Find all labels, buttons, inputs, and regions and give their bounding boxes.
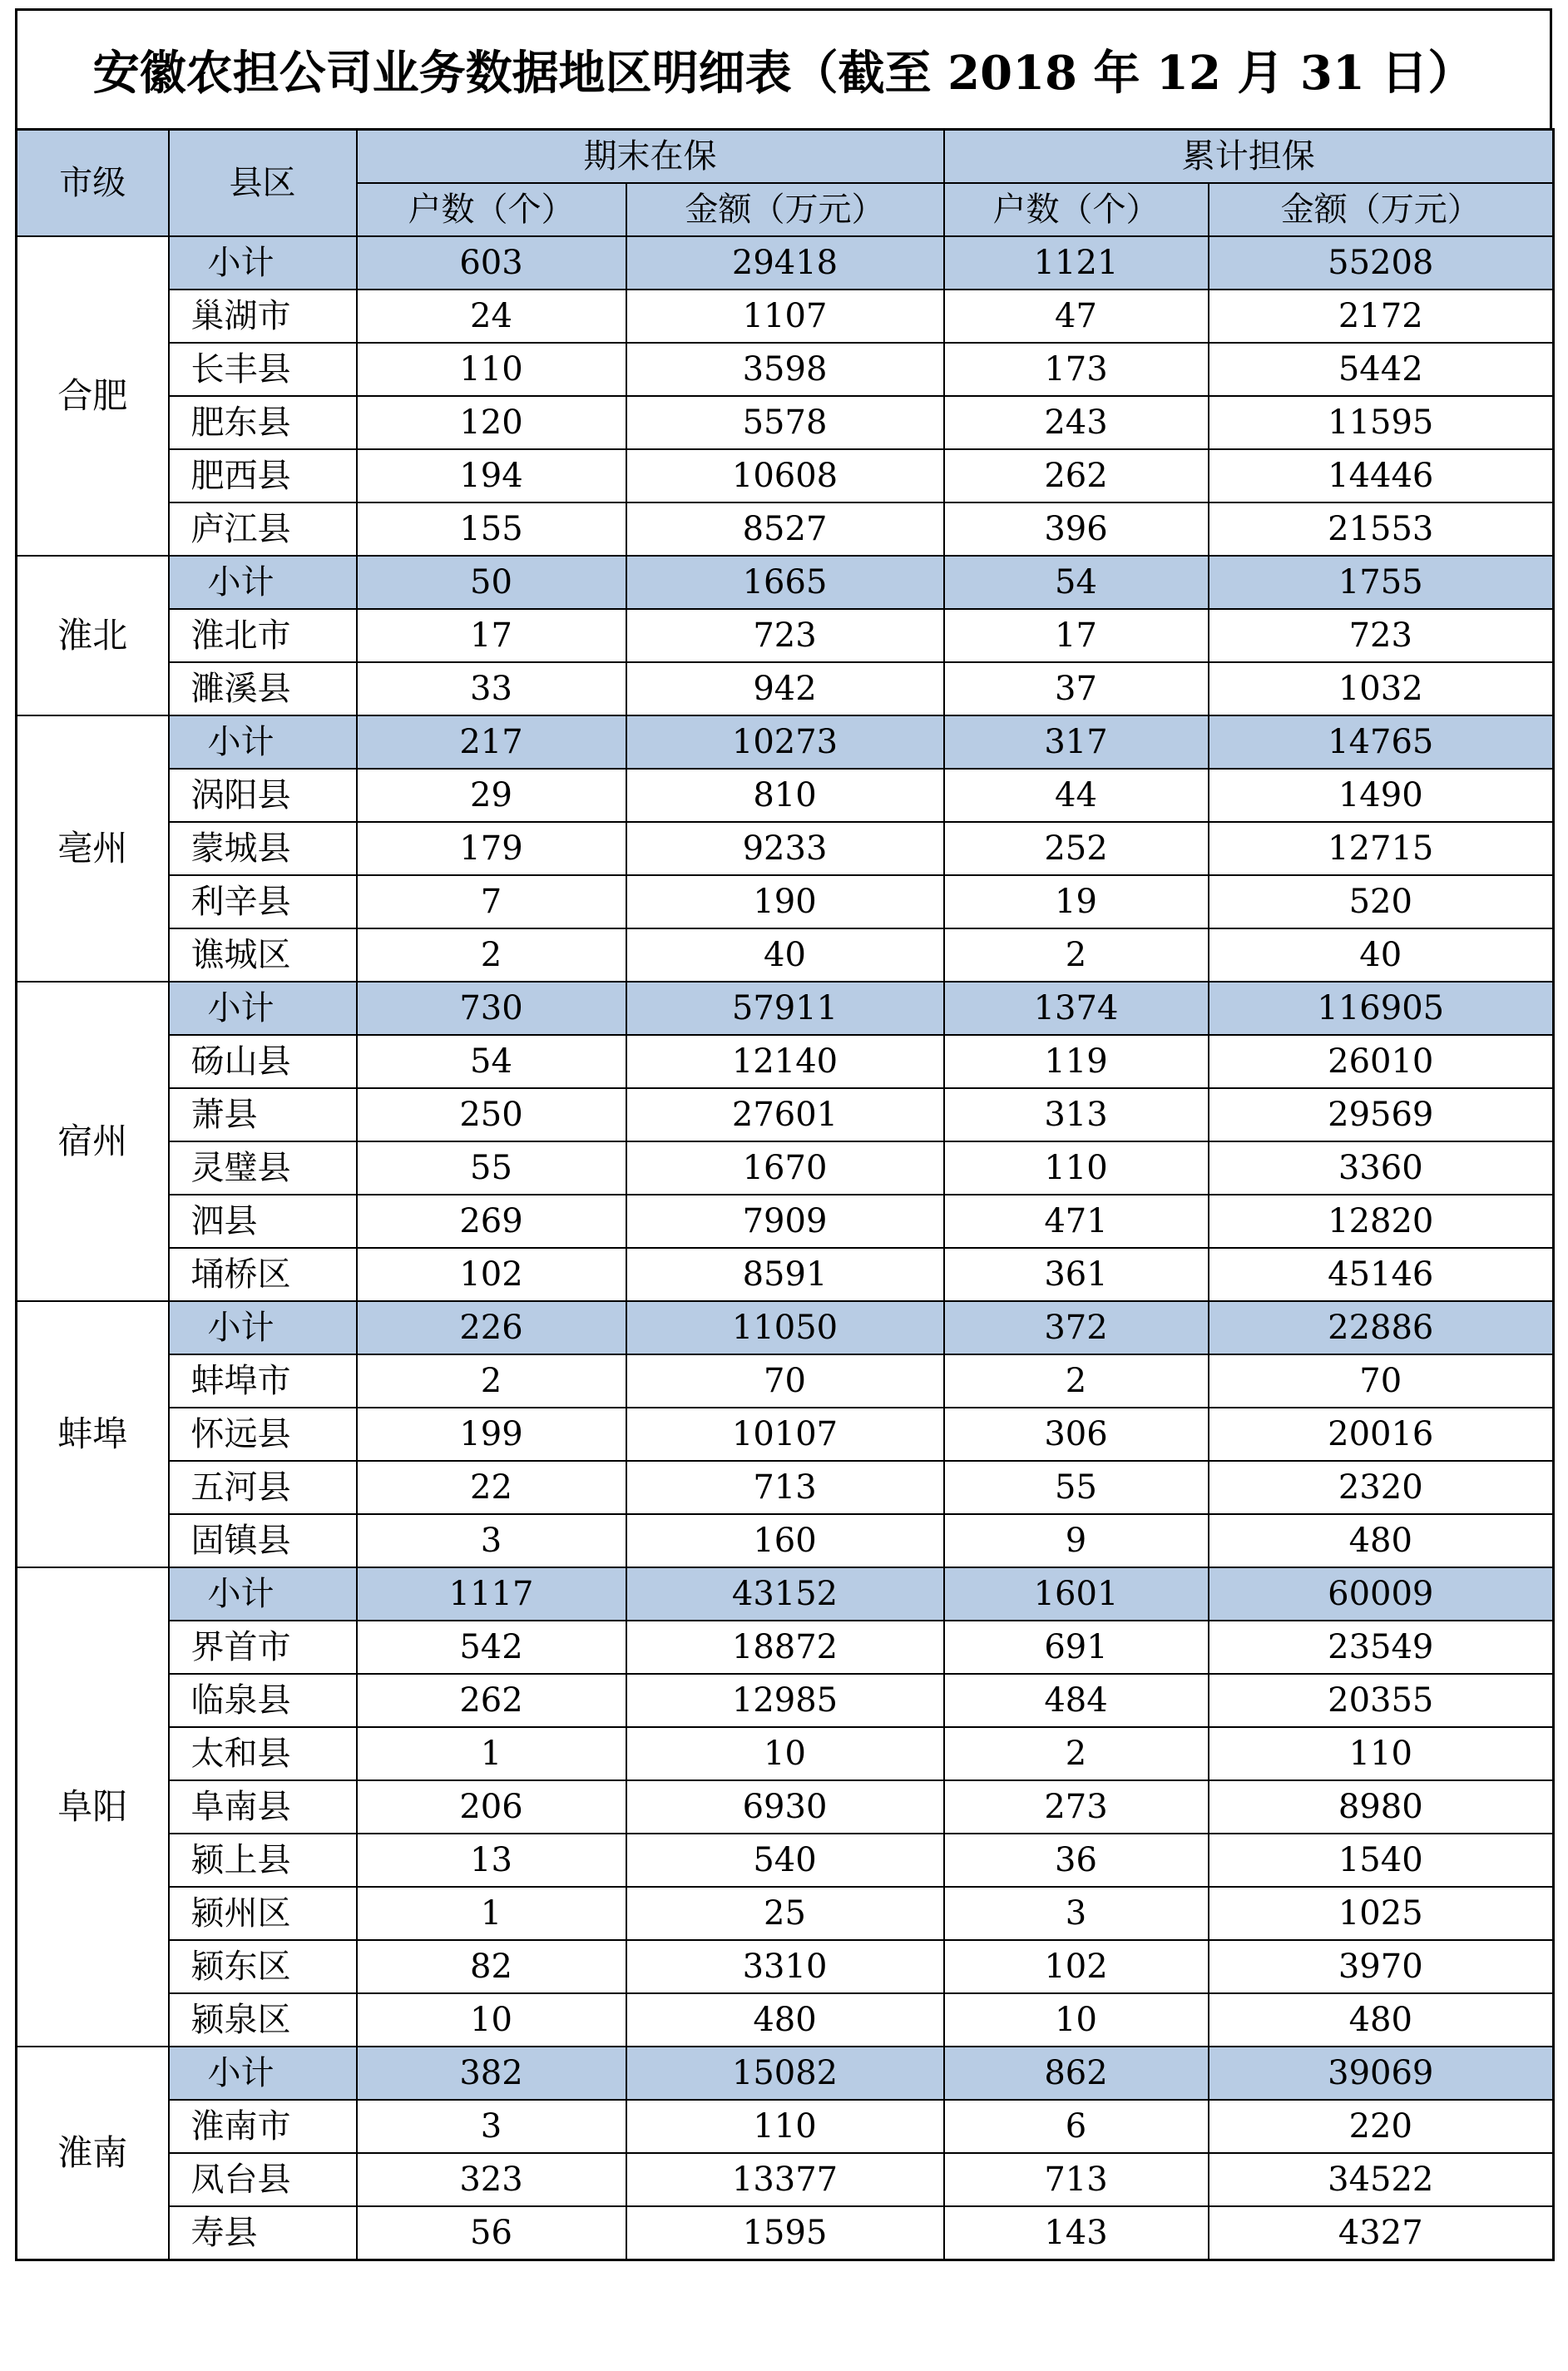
table-row xyxy=(17,1780,1554,1834)
table-row xyxy=(17,928,1554,982)
total-amount-cell: 2320 xyxy=(1209,1461,1554,1514)
active-households-cell: 29 xyxy=(357,769,626,822)
table-row xyxy=(17,1887,1554,1940)
total-households-cell: 1601 xyxy=(944,1567,1209,1621)
total-households-cell: 2 xyxy=(944,928,1209,982)
total-households-cell: 361 xyxy=(944,1248,1209,1301)
active-amount-cell: 723 xyxy=(626,609,944,662)
table-row xyxy=(17,1940,1554,1993)
total-households-cell: 691 xyxy=(944,1621,1209,1674)
total-amount-cell: 3360 xyxy=(1209,1141,1554,1195)
total-amount-cell: 12715 xyxy=(1209,822,1554,875)
county-cell: 淮南市 xyxy=(169,2100,357,2153)
active-households-cell: 3 xyxy=(357,2100,626,2153)
subtotal-row xyxy=(17,2047,1554,2100)
total-amount-cell: 29569 xyxy=(1209,1088,1554,1141)
total-households-cell: 2 xyxy=(944,1727,1209,1780)
active-amount-cell: 3310 xyxy=(626,1940,944,1993)
county-cell: 灵璧县 xyxy=(169,1141,357,1195)
total-amount-cell: 1755 xyxy=(1209,556,1554,609)
total-amount-cell: 26010 xyxy=(1209,1035,1554,1088)
active-households-cell: 206 xyxy=(357,1780,626,1834)
city-cell: 合肥 xyxy=(17,236,169,556)
active-households-cell: 54 xyxy=(357,1035,626,1088)
active-households-cell: 110 xyxy=(357,343,626,396)
total-amount-cell: 116905 xyxy=(1209,982,1554,1035)
total-households-cell: 471 xyxy=(944,1195,1209,1248)
table-row xyxy=(17,290,1554,343)
county-cell: 小计 xyxy=(169,2047,357,2100)
table-row xyxy=(17,1354,1554,1408)
county-cell: 濉溪县 xyxy=(169,662,357,715)
active-amount-cell: 70 xyxy=(626,1354,944,1408)
header-active-amount: 金额（万元） xyxy=(626,183,944,236)
city-cell: 亳州 xyxy=(17,715,169,982)
total-amount-cell: 4327 xyxy=(1209,2206,1554,2260)
active-amount-cell: 713 xyxy=(626,1461,944,1514)
table-row xyxy=(17,1035,1554,1088)
subtotal-row xyxy=(17,556,1554,609)
total-households-cell: 262 xyxy=(944,449,1209,502)
county-cell: 肥西县 xyxy=(169,449,357,502)
city-cell: 宿州 xyxy=(17,982,169,1301)
county-cell: 阜南县 xyxy=(169,1780,357,1834)
total-households-cell: 3 xyxy=(944,1887,1209,1940)
county-cell: 颍上县 xyxy=(169,1834,357,1887)
county-cell: 长丰县 xyxy=(169,343,357,396)
table-row xyxy=(17,1621,1554,1674)
active-households-cell: 102 xyxy=(357,1248,626,1301)
total-households-cell: 36 xyxy=(944,1834,1209,1887)
total-amount-cell: 22886 xyxy=(1209,1301,1554,1354)
active-households-cell: 199 xyxy=(357,1408,626,1461)
active-households-cell: 542 xyxy=(357,1621,626,1674)
total-amount-cell: 520 xyxy=(1209,875,1554,928)
table-row xyxy=(17,1514,1554,1567)
total-amount-cell: 40 xyxy=(1209,928,1554,982)
total-amount-cell: 39069 xyxy=(1209,2047,1554,2100)
total-amount-cell: 34522 xyxy=(1209,2153,1554,2206)
total-households-cell: 713 xyxy=(944,2153,1209,2206)
active-households-cell: 250 xyxy=(357,1088,626,1141)
total-amount-cell: 480 xyxy=(1209,1514,1554,1567)
county-cell: 小计 xyxy=(169,236,357,290)
active-households-cell: 603 xyxy=(357,236,626,290)
active-households-cell: 1 xyxy=(357,1887,626,1940)
active-amount-cell: 110 xyxy=(626,2100,944,2153)
header-group-active: 期末在保 xyxy=(357,130,944,184)
active-amount-cell: 5578 xyxy=(626,396,944,449)
total-amount-cell: 723 xyxy=(1209,609,1554,662)
active-amount-cell: 480 xyxy=(626,1993,944,2047)
county-cell: 凤台县 xyxy=(169,2153,357,2206)
total-households-cell: 143 xyxy=(944,2206,1209,2260)
total-amount-cell: 70 xyxy=(1209,1354,1554,1408)
total-amount-cell: 5442 xyxy=(1209,343,1554,396)
active-amount-cell: 8591 xyxy=(626,1248,944,1301)
county-cell: 利辛县 xyxy=(169,875,357,928)
active-households-cell: 7 xyxy=(357,875,626,928)
county-cell: 泗县 xyxy=(169,1195,357,1248)
report-title: 安徽农担公司业务数据地区明细表（截至 2018 年 12 月 31 日） xyxy=(15,8,1552,128)
county-cell: 庐江县 xyxy=(169,502,357,556)
active-households-cell: 120 xyxy=(357,396,626,449)
active-households-cell: 730 xyxy=(357,982,626,1035)
county-cell: 埇桥区 xyxy=(169,1248,357,1301)
active-amount-cell: 3598 xyxy=(626,343,944,396)
table-row xyxy=(17,1674,1554,1727)
county-cell: 小计 xyxy=(169,1567,357,1621)
total-amount-cell: 21553 xyxy=(1209,502,1554,556)
total-amount-cell: 55208 xyxy=(1209,236,1554,290)
active-households-cell: 226 xyxy=(357,1301,626,1354)
subtotal-row xyxy=(17,1567,1554,1621)
active-amount-cell: 7909 xyxy=(626,1195,944,1248)
active-amount-cell: 1670 xyxy=(626,1141,944,1195)
active-amount-cell: 10608 xyxy=(626,449,944,502)
active-households-cell: 13 xyxy=(357,1834,626,1887)
total-households-cell: 102 xyxy=(944,1940,1209,1993)
active-households-cell: 17 xyxy=(357,609,626,662)
total-amount-cell: 2172 xyxy=(1209,290,1554,343)
table-row xyxy=(17,449,1554,502)
active-amount-cell: 9233 xyxy=(626,822,944,875)
city-cell: 淮北 xyxy=(17,556,169,715)
table-row xyxy=(17,609,1554,662)
county-cell: 太和县 xyxy=(169,1727,357,1780)
subtotal-row xyxy=(17,982,1554,1035)
total-amount-cell: 8980 xyxy=(1209,1780,1554,1834)
subtotal-row xyxy=(17,1301,1554,1354)
active-amount-cell: 11050 xyxy=(626,1301,944,1354)
header-city: 市级 xyxy=(17,130,169,237)
county-cell: 界首市 xyxy=(169,1621,357,1674)
county-cell: 寿县 xyxy=(169,2206,357,2260)
active-households-cell: 55 xyxy=(357,1141,626,1195)
total-households-cell: 17 xyxy=(944,609,1209,662)
active-amount-cell: 6930 xyxy=(626,1780,944,1834)
total-amount-cell: 3970 xyxy=(1209,1940,1554,1993)
total-households-cell: 54 xyxy=(944,556,1209,609)
active-households-cell: 10 xyxy=(357,1993,626,2047)
total-amount-cell: 45146 xyxy=(1209,1248,1554,1301)
total-households-cell: 110 xyxy=(944,1141,1209,1195)
header-active-households: 户数（个） xyxy=(357,183,626,236)
total-amount-cell: 23549 xyxy=(1209,1621,1554,1674)
total-amount-cell: 1540 xyxy=(1209,1834,1554,1887)
header-total-households: 户数（个） xyxy=(944,183,1209,236)
header-county: 县区 xyxy=(169,130,357,237)
total-households-cell: 1374 xyxy=(944,982,1209,1035)
total-amount-cell: 60009 xyxy=(1209,1567,1554,1621)
active-households-cell: 3 xyxy=(357,1514,626,1567)
table-row xyxy=(17,769,1554,822)
total-households-cell: 862 xyxy=(944,2047,1209,2100)
table-row xyxy=(17,502,1554,556)
table-row xyxy=(17,1248,1554,1301)
active-amount-cell: 1595 xyxy=(626,2206,944,2260)
county-cell: 蒙城县 xyxy=(169,822,357,875)
county-cell: 小计 xyxy=(169,556,357,609)
total-households-cell: 372 xyxy=(944,1301,1209,1354)
table-row xyxy=(17,1408,1554,1461)
report-sheet xyxy=(15,8,1552,2261)
total-households-cell: 6 xyxy=(944,2100,1209,2153)
county-cell: 颍东区 xyxy=(169,1940,357,1993)
total-amount-cell: 11595 xyxy=(1209,396,1554,449)
table-row xyxy=(17,2100,1554,2153)
active-amount-cell: 40 xyxy=(626,928,944,982)
active-amount-cell: 540 xyxy=(626,1834,944,1887)
total-amount-cell: 14446 xyxy=(1209,449,1554,502)
active-amount-cell: 942 xyxy=(626,662,944,715)
county-cell: 谯城区 xyxy=(169,928,357,982)
active-households-cell: 24 xyxy=(357,290,626,343)
header-group-total: 累计担保 xyxy=(944,130,1554,184)
total-households-cell: 173 xyxy=(944,343,1209,396)
active-households-cell: 56 xyxy=(357,2206,626,2260)
city-cell: 阜阳 xyxy=(17,1567,169,2047)
table-row xyxy=(17,2153,1554,2206)
total-amount-cell: 480 xyxy=(1209,1993,1554,2047)
active-amount-cell: 29418 xyxy=(626,236,944,290)
active-amount-cell: 10 xyxy=(626,1727,944,1780)
active-amount-cell: 18872 xyxy=(626,1621,944,1674)
active-households-cell: 2 xyxy=(357,928,626,982)
active-amount-cell: 1107 xyxy=(626,290,944,343)
total-households-cell: 317 xyxy=(944,715,1209,769)
table-row xyxy=(17,1993,1554,2047)
active-amount-cell: 160 xyxy=(626,1514,944,1567)
active-households-cell: 269 xyxy=(357,1195,626,1248)
active-households-cell: 155 xyxy=(357,502,626,556)
city-cell: 淮南 xyxy=(17,2047,169,2260)
total-households-cell: 9 xyxy=(944,1514,1209,1567)
total-amount-cell: 20355 xyxy=(1209,1674,1554,1727)
active-households-cell: 22 xyxy=(357,1461,626,1514)
table-row xyxy=(17,396,1554,449)
table-row xyxy=(17,1461,1554,1514)
active-amount-cell: 12140 xyxy=(626,1035,944,1088)
total-amount-cell: 1490 xyxy=(1209,769,1554,822)
total-households-cell: 243 xyxy=(944,396,1209,449)
table-row xyxy=(17,1141,1554,1195)
region-detail-table xyxy=(15,128,1555,2261)
total-amount-cell: 1032 xyxy=(1209,662,1554,715)
county-cell: 五河县 xyxy=(169,1461,357,1514)
county-cell: 怀远县 xyxy=(169,1408,357,1461)
active-amount-cell: 1665 xyxy=(626,556,944,609)
active-households-cell: 382 xyxy=(357,2047,626,2100)
table-row xyxy=(17,2206,1554,2260)
active-households-cell: 1117 xyxy=(357,1567,626,1621)
county-cell: 蚌埠市 xyxy=(169,1354,357,1408)
active-households-cell: 323 xyxy=(357,2153,626,2206)
active-amount-cell: 190 xyxy=(626,875,944,928)
city-cell: 蚌埠 xyxy=(17,1301,169,1567)
county-cell: 肥东县 xyxy=(169,396,357,449)
county-cell: 巢湖市 xyxy=(169,290,357,343)
total-amount-cell: 110 xyxy=(1209,1727,1554,1780)
county-cell: 小计 xyxy=(169,1301,357,1354)
total-amount-cell: 220 xyxy=(1209,2100,1554,2153)
table-row xyxy=(17,662,1554,715)
active-households-cell: 1 xyxy=(357,1727,626,1780)
total-households-cell: 313 xyxy=(944,1088,1209,1141)
county-cell: 砀山县 xyxy=(169,1035,357,1088)
total-households-cell: 37 xyxy=(944,662,1209,715)
active-households-cell: 217 xyxy=(357,715,626,769)
subtotal-row xyxy=(17,236,1554,290)
table-body xyxy=(17,236,1554,2260)
county-cell: 小计 xyxy=(169,982,357,1035)
total-households-cell: 396 xyxy=(944,502,1209,556)
active-households-cell: 33 xyxy=(357,662,626,715)
county-cell: 颍泉区 xyxy=(169,1993,357,2047)
total-households-cell: 119 xyxy=(944,1035,1209,1088)
subtotal-row xyxy=(17,715,1554,769)
active-households-cell: 50 xyxy=(357,556,626,609)
active-households-cell: 2 xyxy=(357,1354,626,1408)
active-amount-cell: 27601 xyxy=(626,1088,944,1141)
active-amount-cell: 25 xyxy=(626,1887,944,1940)
total-households-cell: 44 xyxy=(944,769,1209,822)
active-amount-cell: 10107 xyxy=(626,1408,944,1461)
active-households-cell: 194 xyxy=(357,449,626,502)
total-households-cell: 19 xyxy=(944,875,1209,928)
total-households-cell: 1121 xyxy=(944,236,1209,290)
table-row xyxy=(17,822,1554,875)
table-row xyxy=(17,1088,1554,1141)
total-households-cell: 55 xyxy=(944,1461,1209,1514)
county-cell: 固镇县 xyxy=(169,1514,357,1567)
total-households-cell: 484 xyxy=(944,1674,1209,1727)
total-amount-cell: 1025 xyxy=(1209,1887,1554,1940)
total-amount-cell: 14765 xyxy=(1209,715,1554,769)
table-row xyxy=(17,1727,1554,1780)
county-cell: 涡阳县 xyxy=(169,769,357,822)
active-amount-cell: 15082 xyxy=(626,2047,944,2100)
total-amount-cell: 12820 xyxy=(1209,1195,1554,1248)
total-households-cell: 306 xyxy=(944,1408,1209,1461)
table-row xyxy=(17,1834,1554,1887)
active-amount-cell: 13377 xyxy=(626,2153,944,2206)
active-households-cell: 179 xyxy=(357,822,626,875)
total-households-cell: 273 xyxy=(944,1780,1209,1834)
total-amount-cell: 20016 xyxy=(1209,1408,1554,1461)
active-amount-cell: 43152 xyxy=(626,1567,944,1621)
county-cell: 萧县 xyxy=(169,1088,357,1141)
county-cell: 临泉县 xyxy=(169,1674,357,1727)
table-row xyxy=(17,875,1554,928)
active-households-cell: 262 xyxy=(357,1674,626,1727)
total-households-cell: 10 xyxy=(944,1993,1209,2047)
table-row xyxy=(17,343,1554,396)
table-row xyxy=(17,1195,1554,1248)
active-amount-cell: 57911 xyxy=(626,982,944,1035)
county-cell: 淮北市 xyxy=(169,609,357,662)
active-amount-cell: 8527 xyxy=(626,502,944,556)
county-cell: 小计 xyxy=(169,715,357,769)
total-households-cell: 47 xyxy=(944,290,1209,343)
total-households-cell: 252 xyxy=(944,822,1209,875)
active-amount-cell: 10273 xyxy=(626,715,944,769)
active-households-cell: 82 xyxy=(357,1940,626,1993)
active-amount-cell: 12985 xyxy=(626,1674,944,1727)
total-households-cell: 2 xyxy=(944,1354,1209,1408)
header-total-amount: 金额（万元） xyxy=(1209,183,1554,236)
county-cell: 颍州区 xyxy=(169,1887,357,1940)
active-amount-cell: 810 xyxy=(626,769,944,822)
